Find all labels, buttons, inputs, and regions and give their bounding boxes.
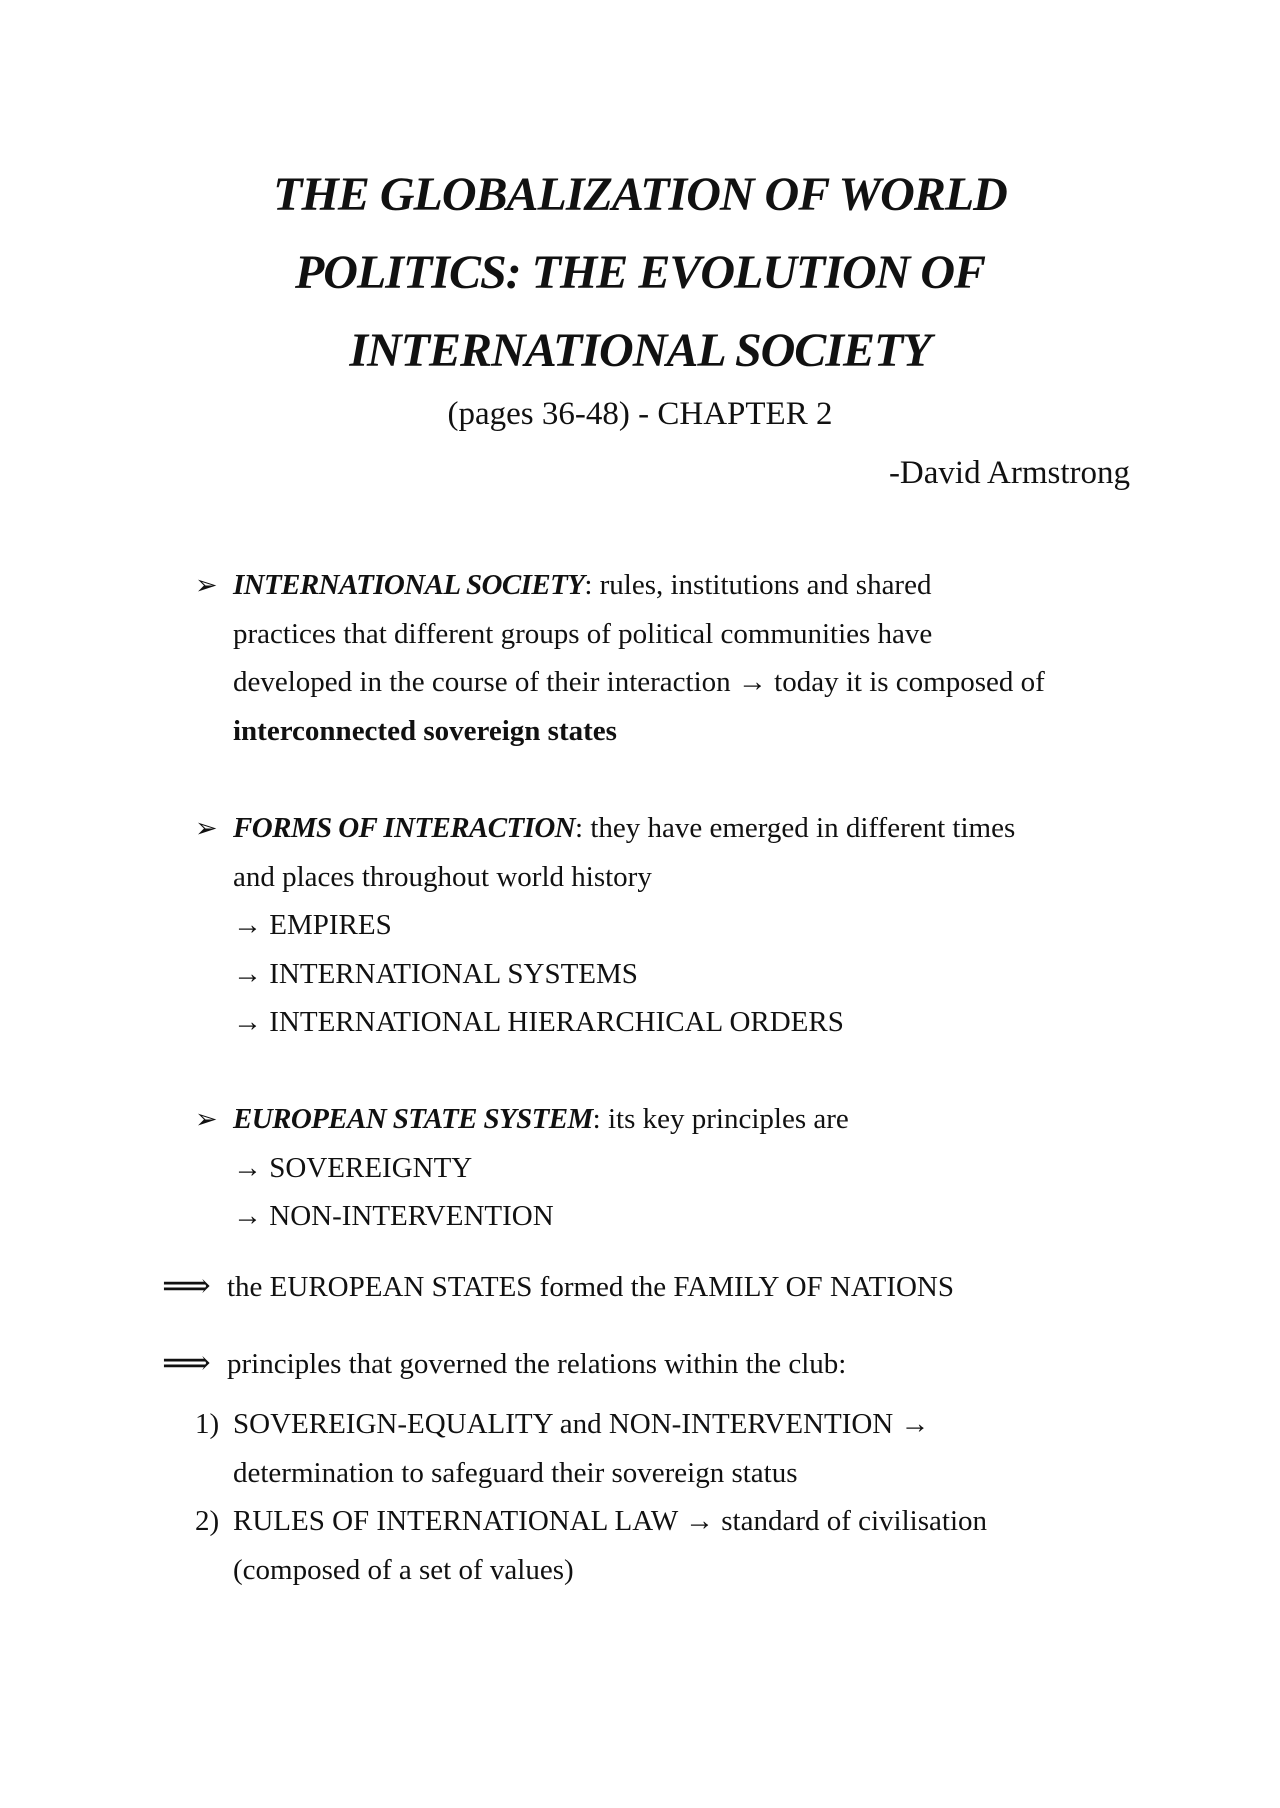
item-line: (composed of a set of values) — [233, 1553, 574, 1586]
section-heading-line — [195, 1095, 1155, 1144]
item-line: SOVEREIGN-EQUALITY and NON-INTERVENTION → — [233, 1408, 930, 1440]
body-line: practices that different groups of political communities have — [233, 617, 933, 650]
arrowhead-bullet-icon: ➢ — [195, 570, 218, 600]
implication-principles — [162, 1342, 1162, 1386]
section-term: FORMS OF INTERACTION — [233, 812, 576, 844]
section-forms-of-interaction — [195, 804, 1155, 1047]
section-term: INTERNATIONAL SOCIETY — [233, 569, 585, 601]
title-line-2: POLITICS: THE EVOLUTION OF — [294, 246, 986, 299]
numbered-item — [195, 1497, 1155, 1594]
chapter-subtitle: (pages 36-48) - CHAPTER 2 — [447, 396, 833, 432]
section-definition: : its key principles are — [592, 1103, 849, 1135]
body-line: developed in the course of their interaction → today it is composed of — [233, 666, 1045, 698]
body-line: and places throughout world history — [233, 860, 652, 893]
arrowhead-bullet-icon: ➢ — [195, 813, 218, 843]
section-european-state-system — [195, 1095, 1155, 1241]
document-title — [140, 156, 1140, 390]
list-item: → INTERNATIONAL SYSTEMS — [233, 957, 638, 990]
item-number: 1) — [195, 1408, 220, 1440]
item-line: determination to safeguard their sovereign status — [233, 1456, 798, 1489]
section-definition: : they have emerged in different times — [575, 812, 1016, 844]
arrowhead-bullet-icon: ➢ — [195, 1104, 218, 1134]
list-item: → INTERNATIONAL HIERARCHICAL ORDERS — [233, 1006, 844, 1038]
section-definition: : rules, institutions and shared — [584, 569, 932, 601]
section-international-society — [195, 561, 1155, 755]
item-number: 2) — [195, 1505, 220, 1537]
double-arrow-icon: ⟹ — [162, 1345, 211, 1382]
numbered-list — [195, 1400, 1155, 1594]
list-item: → EMPIRES — [233, 909, 392, 941]
title-line-3: INTERNATIONAL SOCIETY — [349, 324, 931, 377]
list-item: → NON-INTERVENTION — [233, 1200, 554, 1232]
author-name: -David Armstrong — [888, 455, 1130, 491]
double-arrow-icon: ⟹ — [162, 1268, 211, 1305]
item-line: RULES OF INTERNATIONAL LAW → standard of civilisation — [233, 1505, 987, 1537]
implication-text: the EUROPEAN STATES formed the FAMILY OF NATIONS — [227, 1271, 954, 1303]
section-heading-line — [195, 804, 1155, 853]
emphasis-line: interconnected sovereign states — [233, 714, 617, 747]
list-item: → SOVEREIGNTY — [233, 1151, 473, 1184]
title-line-1: THE GLOBALIZATION OF WORLD — [273, 168, 1007, 221]
numbered-item — [195, 1400, 1155, 1497]
section-heading-line — [195, 561, 1155, 610]
section-term: EUROPEAN STATE SYSTEM — [233, 1103, 593, 1135]
implication-text: principles that governed the relations within the club: — [227, 1348, 847, 1380]
implication-family-of-nations — [162, 1265, 1162, 1309]
